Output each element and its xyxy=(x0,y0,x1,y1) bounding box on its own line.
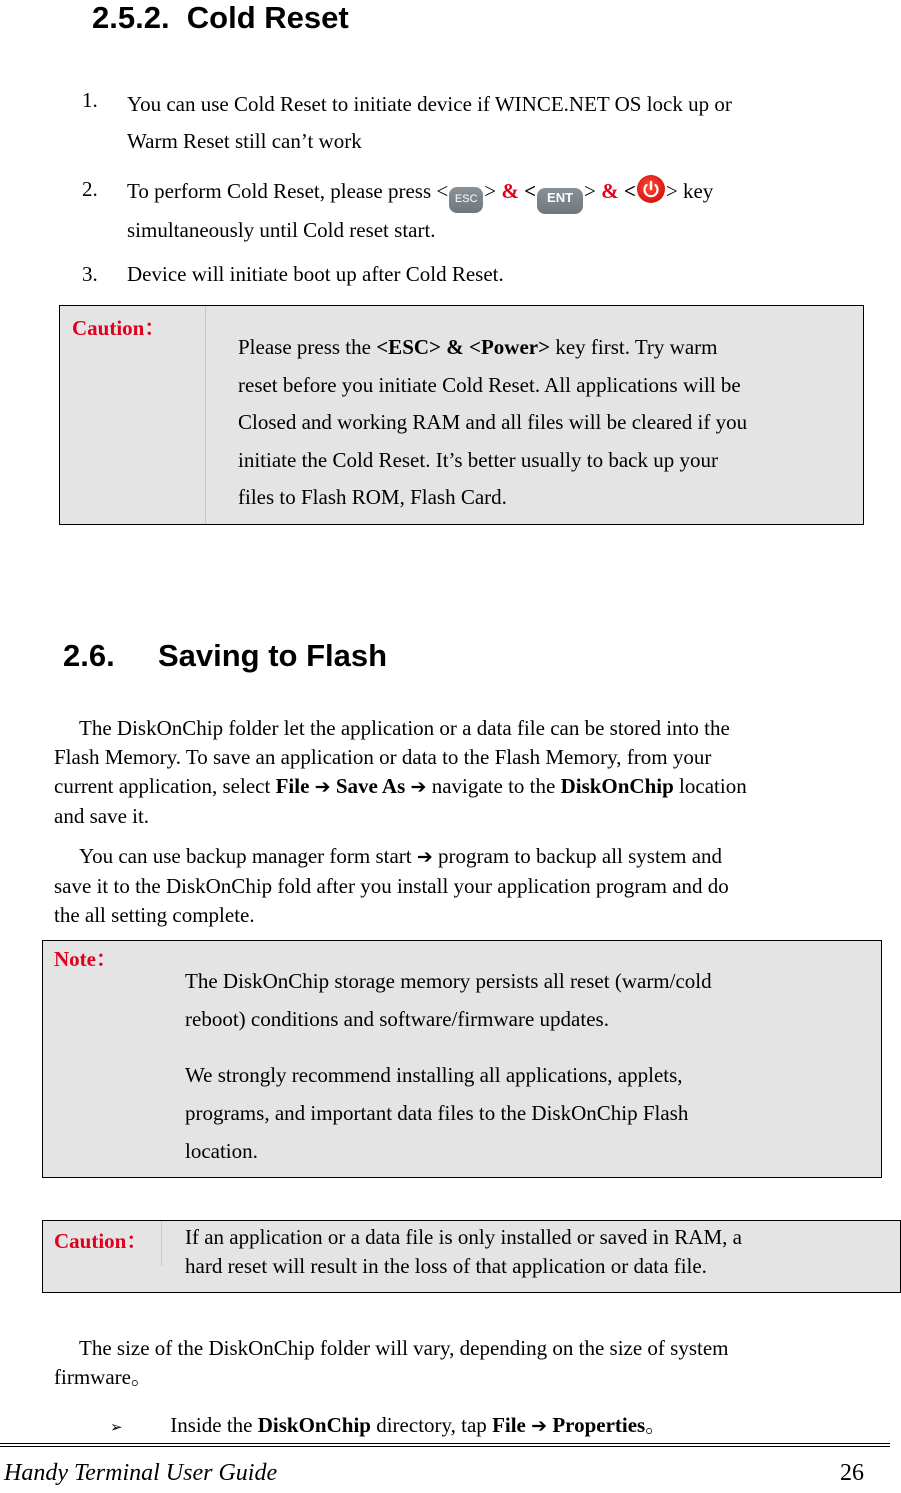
list-text-line: Warm Reset still can’t work xyxy=(127,129,362,153)
diskonchip-directory: DiskOnChip xyxy=(257,1413,371,1437)
paragraph-line: firmware。 xyxy=(54,1365,152,1389)
bullet-text: 。 xyxy=(645,1413,667,1437)
arrow-right-icon: ➔ xyxy=(416,846,433,868)
paragraph-line: The DiskOnChip folder let the application or a data file can be stored into the xyxy=(79,716,730,740)
paragraph-text: program to backup all system and xyxy=(438,844,723,868)
menu-properties: Properties xyxy=(552,1413,646,1437)
caution-text: reset before you initiate Cold Reset. All applications will be xyxy=(238,372,741,397)
section-number: 2.5.2. xyxy=(92,0,170,35)
paragraph-line: and save it. xyxy=(54,804,150,828)
caution-text: initiate the Cold Reset. It’s better usually to back up your xyxy=(238,447,718,472)
caution-box xyxy=(59,305,864,525)
list-number: 1. xyxy=(82,88,98,112)
paragraph xyxy=(54,842,894,930)
list-item-2: 2. To perform Cold Reset, please press < ESC > & < ENT > & < > key simultaneously until Cold reset start. xyxy=(82,175,882,246)
diskonchip-location: DiskOnChip xyxy=(560,774,674,798)
caution-text: Please press the xyxy=(238,335,371,359)
paragraph-text: current application, select xyxy=(54,774,271,798)
list-text-line: You can use Cold Reset to initiate device if WINCE.NET OS lock up or xyxy=(127,92,732,116)
menu-save-as: Save As xyxy=(335,774,406,798)
list-text-line: Device will initiate boot up after Cold Reset. xyxy=(127,262,504,286)
footer-rule xyxy=(0,1446,890,1447)
power-key-icon xyxy=(637,175,665,203)
bullet-text: directory, tap xyxy=(376,1413,487,1437)
ampersand: & xyxy=(601,179,619,203)
note-label: Note： xyxy=(54,947,117,971)
bullet-arrow-icon: ➢ xyxy=(110,1418,123,1436)
section-title: Cold Reset xyxy=(186,0,349,35)
bullet-item xyxy=(110,1411,666,1442)
footer-title: Handy Terminal User Guide xyxy=(4,1460,278,1486)
list-text: To perform Cold Reset, please press xyxy=(127,179,432,203)
menu-file: File xyxy=(492,1413,526,1437)
bullet-text: Inside the xyxy=(170,1413,253,1437)
paragraph-text: navigate to the xyxy=(431,774,556,798)
esc-key-icon: ESC xyxy=(449,187,483,213)
list-item-3 xyxy=(82,260,882,289)
paragraph-line: the all setting complete. xyxy=(54,903,255,927)
paragraph-line: save it to the DiskOnChip fold after you install your application program and do xyxy=(54,874,729,898)
paragraph xyxy=(54,1334,894,1392)
note-text: We strongly recommend installing all applications, applets, xyxy=(185,1063,683,1087)
menu-file: File xyxy=(275,774,310,798)
caution-box-ram xyxy=(42,1220,901,1293)
note-text: reboot) conditions and software/firmware updates. xyxy=(185,1007,609,1031)
section-number: 2.6. xyxy=(63,638,115,673)
caution-keys: <ESC> & <Power> xyxy=(376,335,551,359)
arrow-right-icon: ➔ xyxy=(314,776,331,798)
note-text: The DiskOnChip storage memory persists all reset (warm/cold xyxy=(185,969,712,993)
section-title: Saving to Flash xyxy=(157,638,388,673)
paragraph-line: Flash Memory. To save an application or data to the Flash Memory, from your xyxy=(54,745,712,769)
enter-key-icon: ENT xyxy=(537,188,583,214)
caution-text: Closed and working RAM and all files will be cleared if you xyxy=(238,410,748,434)
caution-text: hard reset will result in the loss of that application or data file. xyxy=(185,1254,707,1278)
list-text-line: simultaneously until Cold reset start. xyxy=(127,218,436,242)
section-heading-2-6 xyxy=(63,638,387,674)
paragraph xyxy=(54,714,894,831)
caution-text: key first. Try warm xyxy=(555,335,718,359)
caution-label: Caution： xyxy=(72,316,166,340)
footer-rule xyxy=(0,1443,890,1444)
paragraph-text: location xyxy=(679,774,747,798)
note-text: location. xyxy=(185,1139,258,1163)
caution-label: Caution： xyxy=(54,1229,148,1253)
section-heading-2-5-2 xyxy=(92,0,349,36)
arrow-right-icon: ➔ xyxy=(531,1415,548,1437)
caution-text: If an application or a data file is only installed or saved in RAM, a xyxy=(185,1225,742,1249)
ampersand: & xyxy=(501,179,519,203)
caution-text: files to Flash ROM, Flash Card. xyxy=(238,485,507,509)
list-text: key xyxy=(682,179,714,203)
note-box xyxy=(42,940,882,1178)
arrow-right-icon: ➔ xyxy=(410,776,427,798)
list-number: 3. xyxy=(82,262,98,286)
list-item-1 xyxy=(82,86,882,160)
list-number: 2. xyxy=(82,177,98,201)
note-text: programs, and important data files to the DiskOnChip Flash xyxy=(185,1101,689,1125)
page-number: 26 xyxy=(840,1460,864,1486)
paragraph-line: The size of the DiskOnChip folder will vary, depending on the size of system xyxy=(79,1336,729,1360)
paragraph-text: You can use backup manager form start xyxy=(79,844,412,868)
